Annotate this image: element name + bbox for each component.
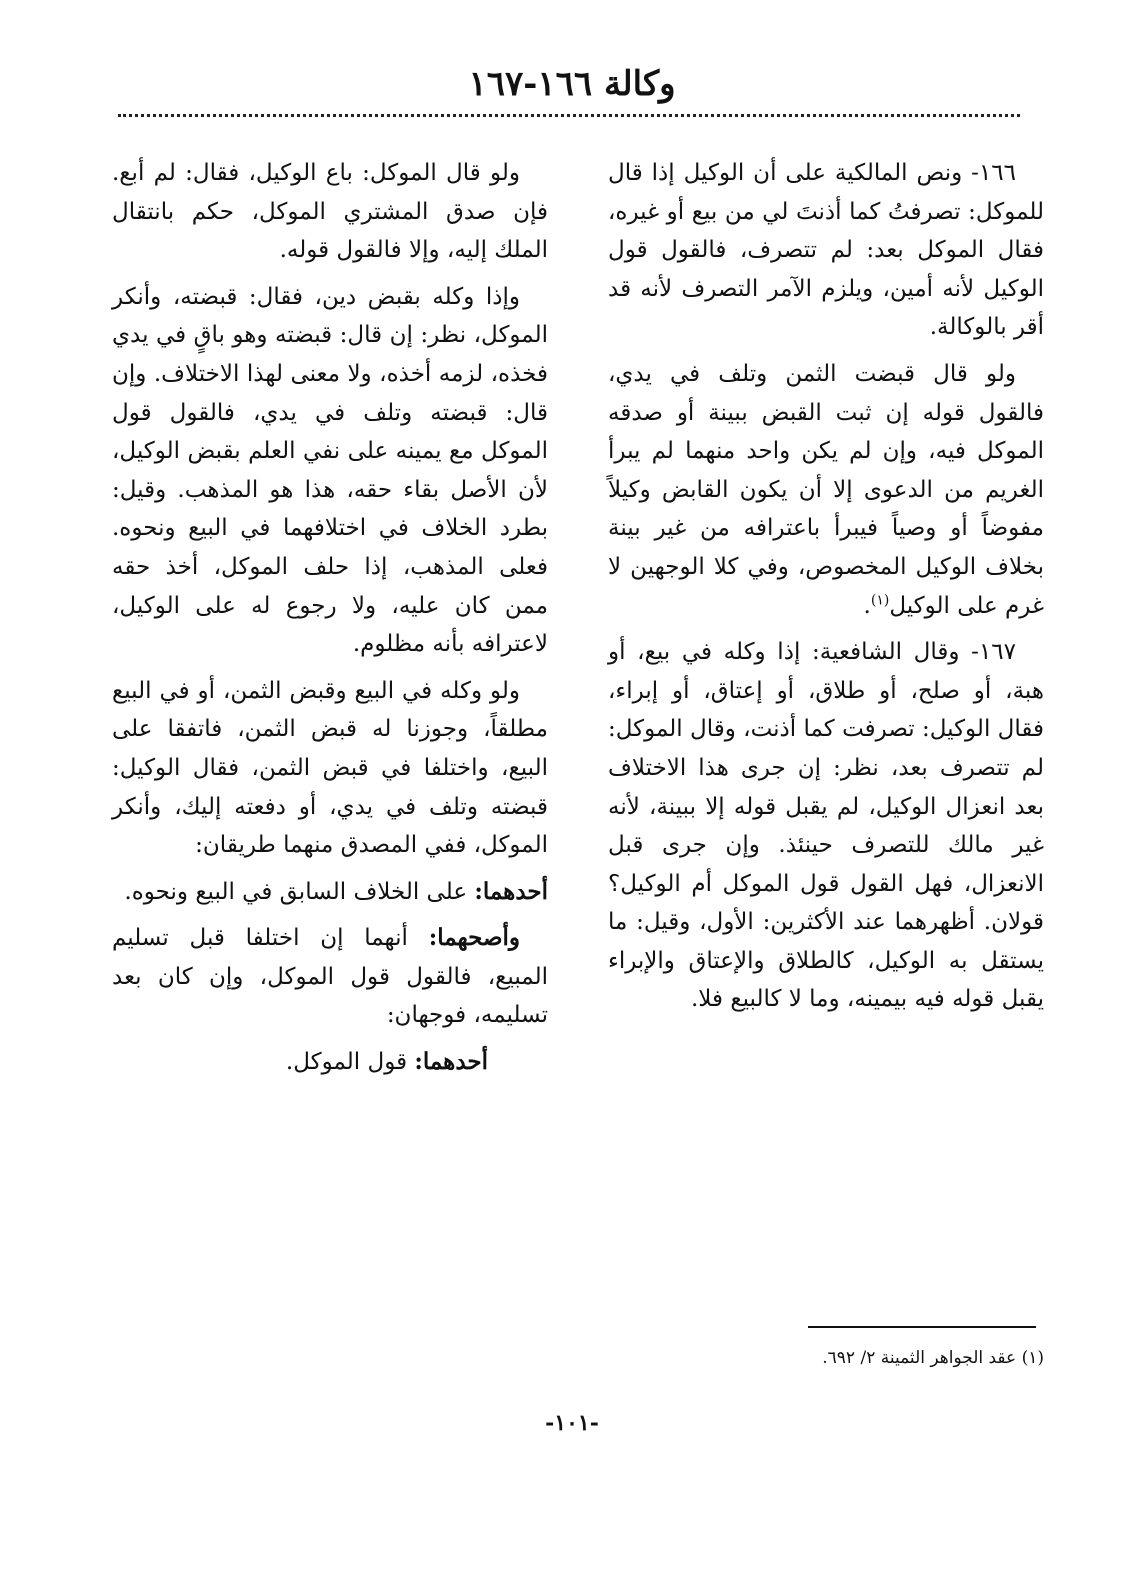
- paragraph-price-receipt: [608, 355, 1044, 625]
- page-number: -١٠١-: [545, 1410, 599, 1436]
- paragraph-debt-receipt: وإذا وكله بقبض دين، فقال: قبضته، وأنكر الموكل، نظر: إن قال: قبضته وهو باقٍ في يدي فخذه، لزمه أخذه، ولا معنى لهذا الاختلاف. وإن قال: قبضته وتلف في يدي، فالقول قول الموكل مع يمينه على نفي العلم بقبض الوكيل، لأن الأصل بقاء حقه، هذا هو المذهب. وقيل: بطرد الخلاف في اختلافهما في البيع ونحوه. فعلى المذهب، إذا حلف الموكل، أخذ حقه ممن كان عليه، ولا رجوع له على الوكيل، لاعترافه بأنه مظلوم.: [112, 283, 548, 658]
- first-way-text: على الخلاف السابق في البيع ونحوه.: [124, 878, 475, 905]
- sounder-way-text: أنهما إن اختلفا قبل تسليم المبيع، فالقول قول الموكل، وإن كان بعد تسليمه، فوجهان:: [112, 925, 548, 1029]
- paragraph-sounder-way: [112, 919, 548, 1035]
- footnote-rule: [808, 1326, 1036, 1328]
- paragraph-price-receipt-text: ولو قال قبضت الثمن وتلف في يدي، فالقول قوله إن ثبت القبض ببينة أو صدقه الموكل فيه، وإن لم يكن واحد منهما لم يبرأ الغريم من الدعوى إلا أن يكون القابض وكيلاً مفوضاً أو وصياً فيبرأ باعترافه من غير بينة بخلاف الوكيل المخصوص، وفي كلا الوجهين لا غرم على الوكيل: [608, 360, 1044, 619]
- paragraph-166: ١٦٦- ونص المالكية على أن الوكيل إذا قال للموكل: تصرفتُ كما أذنتَ لي من بيع أو غيره، فقال الموكل بعد: لم تتصرف، فالقول قول الوكيل لأنه أمين، ويلزم الآمر التصرف لأنه قد أقر بالوكالة.: [608, 160, 1044, 341]
- sounder-way-label: وأصحهما:: [428, 924, 520, 952]
- first-way-label: أحدهما:: [474, 877, 548, 905]
- page-header-title: وكالة ١٦٦-١٦٧: [468, 64, 676, 104]
- first-aspect-text: قول الموكل.: [285, 1049, 415, 1076]
- right-column: [608, 154, 1044, 1027]
- paragraph-167: ١٦٧- وقال الشافعية: إذا وكله في بيع، أو هبة، أو صلح، أو طلاق، أو إعتاق، أو إبراء، فقال الوكيل: تصرفت كما أذنت، وقال الموكل: لم تتصرف بعد، نظر: إن جرى هذا الاختلاف بعد انعزال الوكيل، لم يقبل قوله إلا ببينة، لأنه غير مالك للتصرف حينئذ. وإن جرى قبل الانعزال، فهل القول قول الموكل أم الوكيل؟ قولان. أظهرهما عند الأكثرين: الأول، وقيل: ما يستقل به الوكيل، كالطلاق والإعتاق والإبراء يقبل قوله فيه بيمينه، وما لا كالبيع فلا.: [608, 639, 1044, 1013]
- footnote: (١) عقد الجواهر الثمينة ٢/ ٦٩٢.: [822, 1348, 1044, 1368]
- paragraph-first-way: [112, 873, 548, 912]
- left-column: [112, 154, 548, 1090]
- paragraph-first-aspect: [112, 1043, 548, 1082]
- paragraph-principal-claim: ولو قال الموكل: باع الوكيل، فقال: لم أبع. فإن صدق المشتري الموكل، حكم بانتقال الملك إليه، وإلا فالقول قوله.: [112, 160, 548, 264]
- paragraph-end-mark: .: [863, 592, 871, 619]
- first-aspect-label: أحدهما:: [414, 1048, 488, 1076]
- paragraph-sale-and-price: ولو وكله في البيع وقبض الثمن، أو في البيع مطلقاً، وجوزنا له قبض الثمن، فاتفقا على البيع، واختلفا في قبض الثمن، فقال الوكيل: قبضته وتلف في يدي، أو دفعته إليك، وأنكر الموكل، ففي المصدق منهما طريقان:: [112, 677, 548, 859]
- header-dotted-rule: [118, 114, 1020, 117]
- footnote-reference: (١): [870, 591, 890, 608]
